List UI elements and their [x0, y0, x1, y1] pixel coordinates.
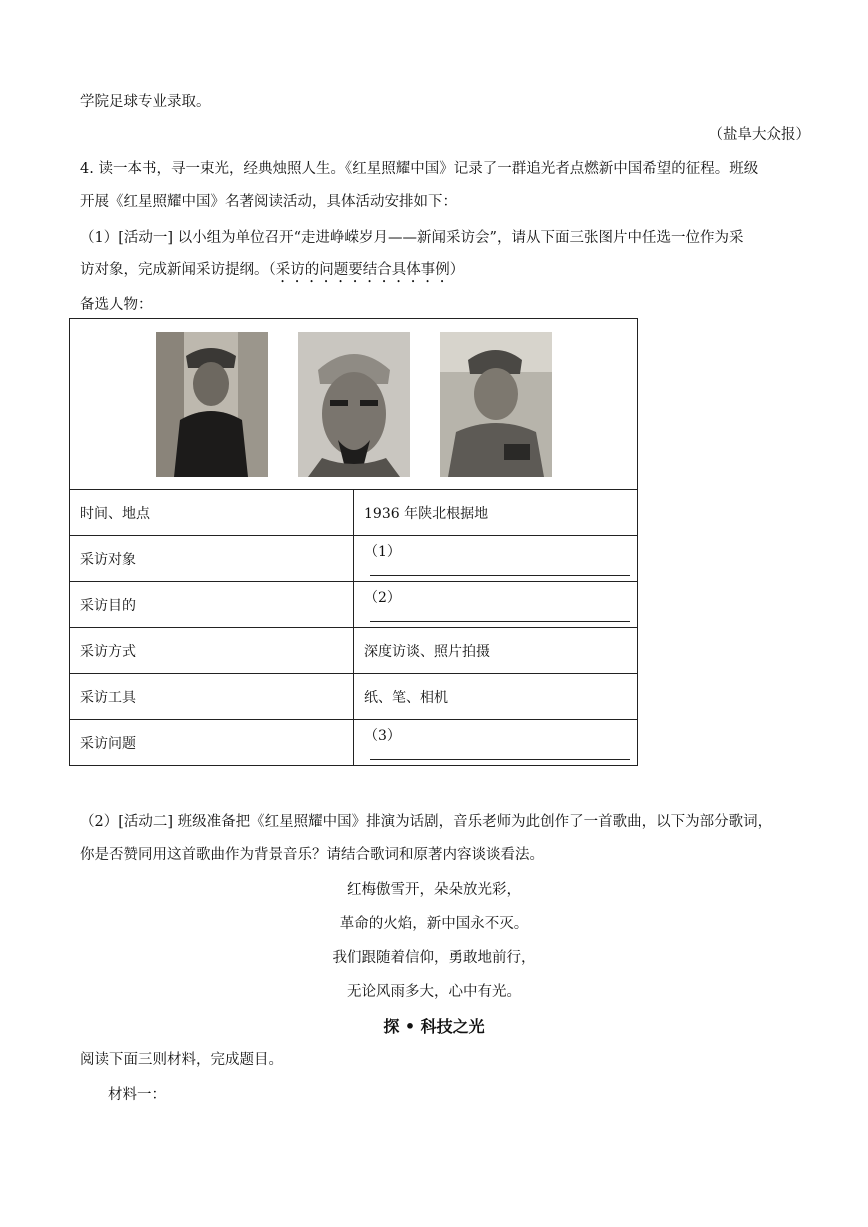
candidate-photo-1: [156, 332, 268, 477]
table-row: [70, 674, 638, 720]
activity-2-line-2: 你是否赞同用这首歌曲作为背景音乐？请结合歌词和原著内容谈谈看法。: [80, 847, 544, 863]
row-value: 纸、笔、相机: [354, 674, 638, 720]
row-label: 采访工具: [70, 674, 354, 720]
activity-1-line-1: （1）[活动一] 以小组为单位召开“走进峥嵘岁月——新闻采访会”，请从下面三张图片中任选一位作为采: [80, 230, 744, 246]
continued-text: 学院足球专业录取。: [80, 94, 211, 110]
lyric-line: 无论风雨多大，心中有光。: [347, 984, 521, 1000]
table-row: [70, 582, 638, 628]
row-label: 采访问题: [70, 720, 354, 766]
blank-number: （2）: [364, 589, 401, 606]
candidates-label: 备选人物：: [80, 297, 153, 313]
answer-blank[interactable]: [370, 561, 630, 576]
candidate-photo-3: [440, 332, 552, 477]
table-row: [70, 490, 638, 536]
row-label: 采访方式: [70, 628, 354, 674]
question-4-line-2: 开展《红星照耀中国》名著阅读活动，具体活动安排如下：: [80, 194, 457, 210]
source-citation: （盐阜大众报）: [708, 127, 810, 143]
candidate-photos-cell: [70, 319, 638, 490]
row-value: 深度访谈、照片拍摄: [354, 628, 638, 674]
section-title: 探 • 科技之光: [383, 1017, 485, 1036]
row-value: 1936 年陕北根据地: [354, 490, 638, 536]
row-value: [354, 720, 638, 766]
table-row: [70, 720, 638, 766]
row-value: [354, 582, 638, 628]
activity-1-line-2: [80, 258, 464, 286]
lyric-line: 红梅傲雪开，朵朵放光彩，: [347, 882, 521, 898]
table-row: [70, 628, 638, 674]
answer-blank[interactable]: [370, 745, 630, 760]
activity-2-line-1: （2）[活动二] 班级准备把《红星照耀中国》排演为话剧，音乐老师为此创作了一首歌曲，以下为部分歌词，: [80, 814, 773, 830]
read-instruction: 阅读下面三则材料，完成题目。: [80, 1052, 283, 1068]
lyric-line: 我们跟随着信仰，勇敢地前行，: [332, 950, 536, 966]
lyric-line: 革命的火焰，新中国永不灭。: [339, 916, 529, 932]
row-label: 采访目的: [70, 582, 354, 628]
row-label: 时间、地点: [70, 490, 354, 536]
material-1-label: 材料一：: [108, 1087, 166, 1103]
activity-1-text-c: ）: [449, 262, 465, 278]
activity-1-emphasis: 采访的问题要结合具体事例: [275, 262, 450, 278]
blank-number: （1）: [364, 543, 401, 560]
row-label: 采访对象: [70, 536, 354, 582]
table-row: [70, 536, 638, 582]
activity-1-text-a: 访对象，完成新闻采访提纲。（: [80, 262, 276, 278]
blank-number: （3）: [364, 727, 401, 744]
question-4-line-1: 4. 读一本书，寻一束光，经典烛照人生。《红星照耀中国》记录了一群追光者点燃新中国希望的征程。班级: [80, 161, 759, 177]
candidate-photo-2: [298, 332, 410, 477]
interview-outline-table: [69, 318, 638, 766]
row-value: [354, 536, 638, 582]
answer-blank[interactable]: [370, 607, 630, 622]
